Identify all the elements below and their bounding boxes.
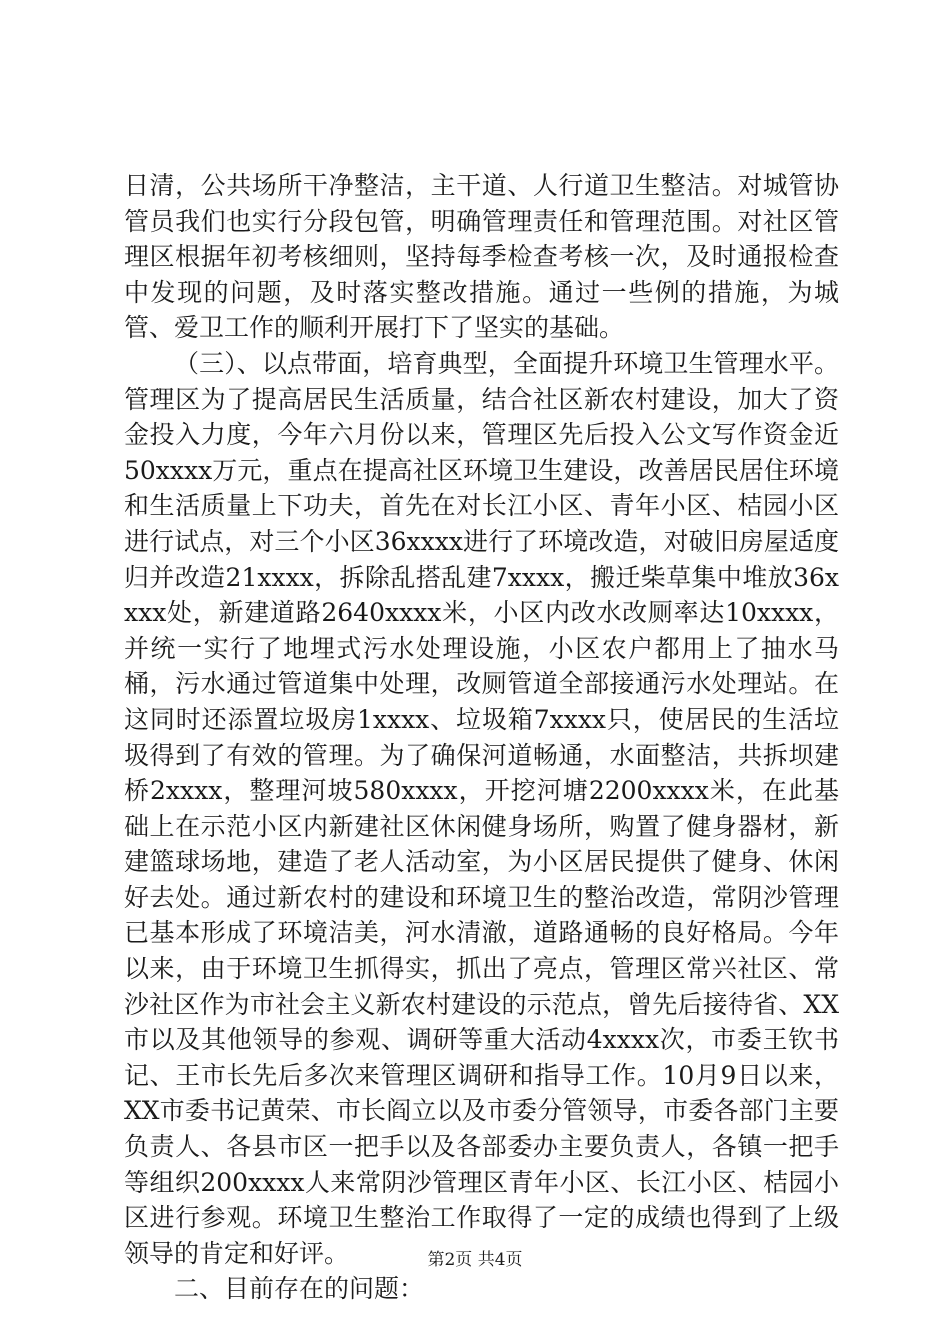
- paragraph-continued: 日清，公共场所干净整洁，主干道、人行道卫生整洁。对城管协管员我们也实行分段包管，明确管理责任和管理范围。对社区管理区根据年初考核细则，坚持每季检查考核一次，及时通报检查中发现的问题，及时落实整改措施。通过一些例的措施，为城管、爱卫工作的顺利开展打下了坚实的基础。: [124, 171, 839, 343]
- section-heading-problems: 二、目前存在的问题：: [174, 1274, 425, 1304]
- page-number: 第2页 共4页: [427, 1250, 523, 1270]
- page-footer: [0, 1245, 950, 1270]
- paragraph-section-three: （三）、以点带面，培育典型，全面提升环境卫生管理水平。管理区为了提高居民生活质量，结合社区新农村建设，加大了资金投入力度，今年六月份以来，管理区先后投入公文写作资金近50xxxx万元，重点在提高社区环境卫生建设，改善居民居住环境和生活质量上下功夫，首先在对长江小区、青年小区、桔园小区进行试点，对三个小区36xxxx进行了环境改造，对破旧房屋适度归并改造21xxxx，拆除乱搭乱建7xxxx，搬迁柴草集中堆放36xxxx处，新建道路2640xxxx米，小区内改水改厕率达10xxxx，并统一实行了地埋式污水处理设施，小区农户都用上了抽水马桶，污水通过管道集中处理，改厕管道全部接通污水处理站。在这同时还添置垃圾房1xxxx、垃圾箱7xxxx只，使居民的生活垃圾得到了有效的管理。为了确保河道畅通，水面整洁，共拆坝建桥2xxxx，整理河坡580xxxx，开挖河塘2200xxxx米，在此基础上在示范小区内新建社区休闲健身场所，购置了健身器材，新建篮球场地，建造了老人活动室，为小区居民提供了健身、休闲好去处。通过新农村的建设和环境卫生的整治改造，常阴沙管理已基本形成了环境洁美，河水清澈，道路通畅的良好格局。今年以来，由于环境卫生抓得实，抓出了亮点，管理区常兴社区、常沙社区作为市社会主义新农村建设的示范点，曾先后接待省、XX市以及其他领导的参观、调研等重大活动4xxxx次，市委王钦书记、王市长先后多次来管理区调研和指导工作。10月9日以来，XX市委书记黄荣、市长阎立以及市委分管领导，市委各部门主要负责人、各县市区一把手以及各部委办主要负责人，各镇一把手等组织200xxxx人来常阴沙管理区青年小区、长江小区、桔园小区进行参观。环境卫生整治工作取得了一定的成绩也得到了上级领导的肯定和好评。: [124, 348, 839, 1268]
- document-body: [124, 168, 839, 1307]
